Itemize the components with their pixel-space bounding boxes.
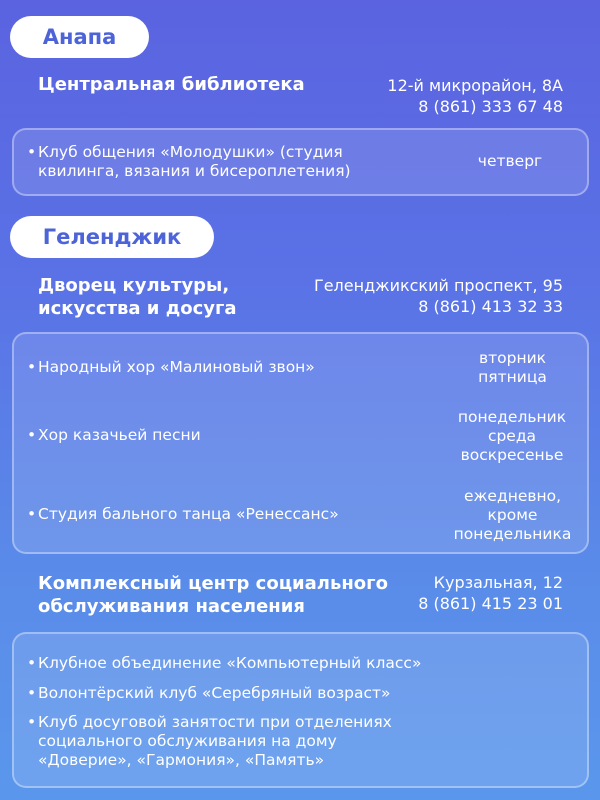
- org-address: Курзальная, 12: [433, 573, 563, 592]
- org-phone: 8 (861) 415 23 01: [418, 594, 563, 613]
- schedule-day: кроме: [487, 506, 538, 524]
- city-badge-gelendzhik: [10, 216, 214, 258]
- item-text-line: Клуб общения «Молодушки» (студия: [38, 143, 343, 161]
- item-text-line: Волонтёрский клуб «Серебряный возраст»: [38, 684, 391, 702]
- org-contact: [418, 572, 563, 614]
- schedule-day: понедельник: [457, 408, 567, 426]
- org-address: 12-й микрорайон, 8А: [387, 76, 563, 95]
- schedule: [445, 487, 580, 544]
- org-contact: [314, 275, 563, 317]
- org-name-line: Комплексный центр социального: [38, 573, 388, 594]
- list-item: [27, 358, 315, 377]
- item-text-line: Хор казачьей песни: [38, 426, 201, 444]
- city-badge-anapa: [10, 16, 149, 58]
- schedule-day: четверг: [477, 152, 543, 170]
- bullet: •: [27, 426, 37, 444]
- org-name: [38, 73, 305, 96]
- list-item: [27, 654, 422, 673]
- list-item: [27, 713, 392, 770]
- bullet: •: [27, 684, 37, 702]
- item-text-line: квилинга, вязания и бисероплетения): [38, 162, 351, 180]
- bullet: •: [27, 143, 37, 161]
- list-item: [27, 143, 351, 181]
- list-item: [27, 684, 391, 703]
- org-name-line: Дворец культуры,: [38, 275, 230, 296]
- item-text-line: Клуб досуговой занятости при отделениях: [38, 713, 392, 731]
- org-phone: 8 (861) 413 32 33: [418, 297, 563, 316]
- org-name-line: Центральная библиотека: [38, 74, 305, 95]
- city-name: Геленджик: [42, 225, 182, 249]
- list-item: [27, 426, 201, 445]
- item-text-line: «Доверие», «Гармония», «Память»: [38, 751, 325, 769]
- item-text-line: Студия бального танца «Ренессанс»: [38, 505, 339, 523]
- schedule-day: понедельника: [453, 525, 572, 543]
- org-name: [38, 274, 237, 320]
- schedule-day: среда: [487, 427, 537, 445]
- item-text-line: социального обслуживания на дому: [38, 732, 337, 750]
- org-address: Геленджикский проспект, 95: [313, 276, 563, 295]
- org-name: [38, 572, 388, 618]
- schedule-day: вторник: [478, 349, 547, 367]
- bullet: •: [27, 654, 37, 672]
- bullet: •: [27, 713, 37, 731]
- schedule: [455, 152, 565, 171]
- bullet: •: [27, 505, 37, 523]
- org-phone: 8 (861) 333 67 48: [418, 97, 563, 116]
- schedule: [455, 349, 570, 387]
- org-name-line: искусства и досуга: [38, 298, 237, 319]
- item-text-line: Народный хор «Малиновый звон»: [38, 358, 315, 376]
- city-name: Анапа: [42, 25, 117, 49]
- org-name-line: обслуживания населения: [38, 596, 305, 617]
- schedule-day: воскресенье: [460, 446, 564, 464]
- list-item: [27, 505, 339, 524]
- bullet: •: [27, 358, 37, 376]
- schedule: [449, 408, 575, 465]
- schedule-day: ежедневно,: [463, 487, 562, 505]
- schedule-day: пятница: [478, 368, 547, 386]
- item-text-line: Клубное объединение «Компьютерный класс»: [38, 654, 422, 672]
- org-contact: [387, 75, 563, 117]
